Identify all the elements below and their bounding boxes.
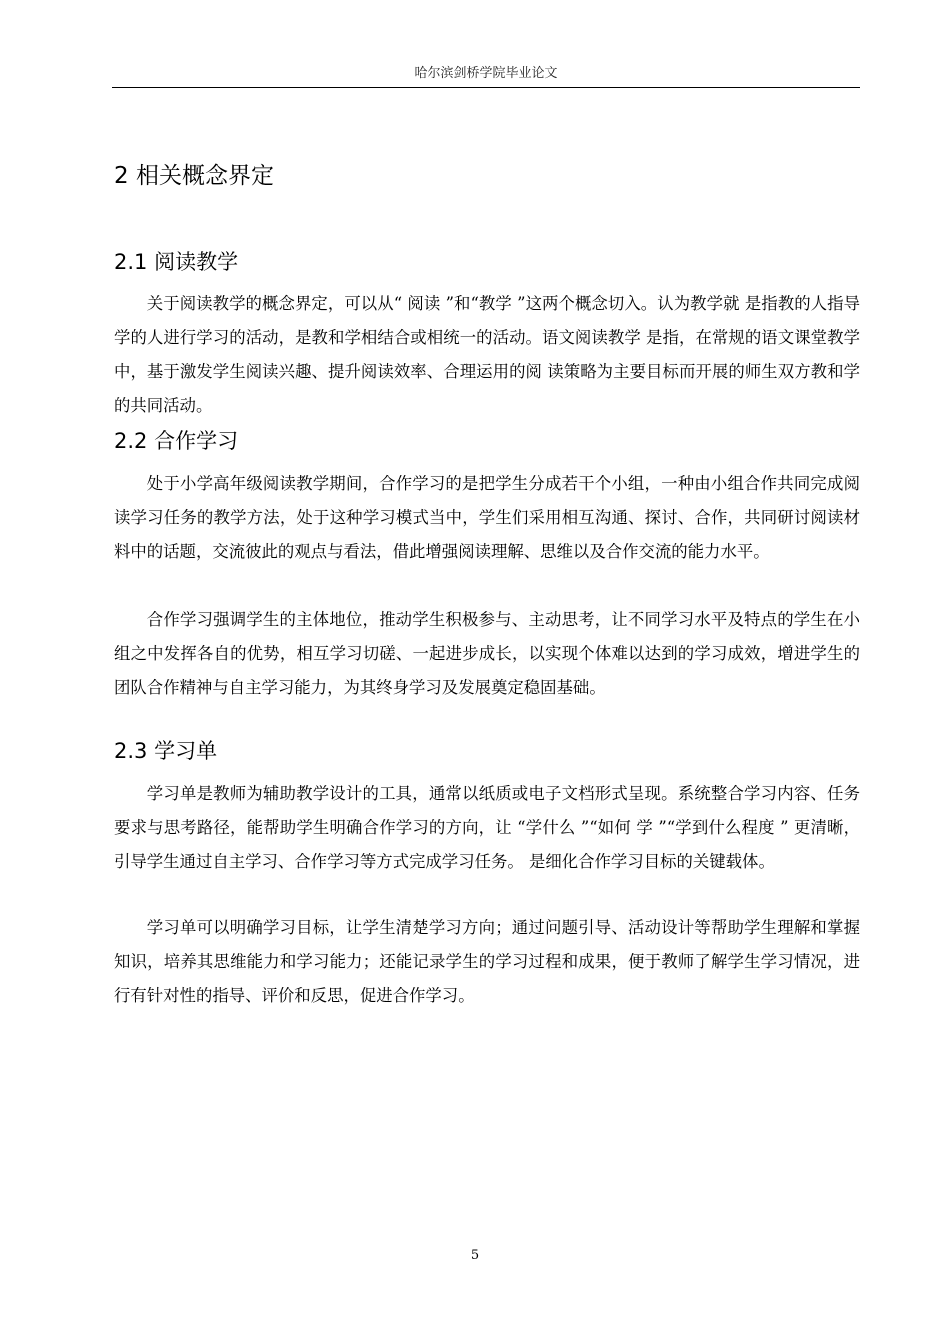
section-heading-2-2: 2.2 合作学习 — [114, 429, 239, 453]
paragraph: 学习单是教师为辅助教学设计的工具，通常以纸质或电子文档形式呈现。系统整合学习内容、任务要求与思考路径，能帮助学生明确合作学习的方向，让 “学什么 ”“如何 学 ”“学到什么程度 ” 更清晰，引导学生通过自主学习、合作学习等方式完成学习任务。 是细化合作学习目标的关键载体。 — [114, 784, 860, 871]
chapter-title: 2 相关概念界定 — [114, 163, 274, 189]
header-rule — [112, 87, 860, 88]
section-heading-2-3: 2.3 学习单 — [114, 739, 218, 763]
page-number: 5 — [470, 1248, 480, 1263]
paragraph: 学习单可以明确学习目标，让学生清楚学习方向；通过问题引导、活动设计等帮助学生理解和掌握知识，培养其思维能力和学习能力；还能记录学生的学习过程和成果，便于教师了解学生学习情况，进行有针对性的指导、评价和反思，促进合作学习。 — [114, 918, 860, 1005]
paragraph: 关于阅读教学的概念界定，可以从“ 阅读 ”和“教学 ”这两个概念切入。认为教学就 是指教的人指导学的人进行学习的活动，是教和学相结合或相统一的活动。语文阅读教学 是指，在常规的语文课堂教学中，基于激发学生阅读兴趣、提升阅读效率、合理运用的阅 读策略为主要目标而开展的师生双方教和学的共同活动。 — [114, 294, 860, 415]
section-heading-2-1: 2.1 阅读教学 — [114, 250, 239, 274]
paragraph: 处于小学高年级阅读教学期间，合作学习的是把学生分成若干个小组，一种由小组合作共同完成阅读学习任务的教学方法，处于这种学习模式当中，学生们采用相互沟通、探讨、合作，共同研讨阅读材料中的话题，交流彼此的观点与看法，借此增强阅读理解、思维以及合作交流的能力水平。 — [114, 474, 860, 561]
running-header: 哈尔滨剑桥学院毕业论文 — [414, 66, 558, 81]
paragraph: 合作学习强调学生的主体地位，推动学生积极参与、主动思考，让不同学习水平及特点的学生在小组之中发挥各自的优势，相互学习切磋、一起进步成长，以实现个体难以达到的学习成效，增进学生的团队合作精神与自主学习能力，为其终身学习及发展奠定稳固基础。 — [114, 610, 860, 697]
